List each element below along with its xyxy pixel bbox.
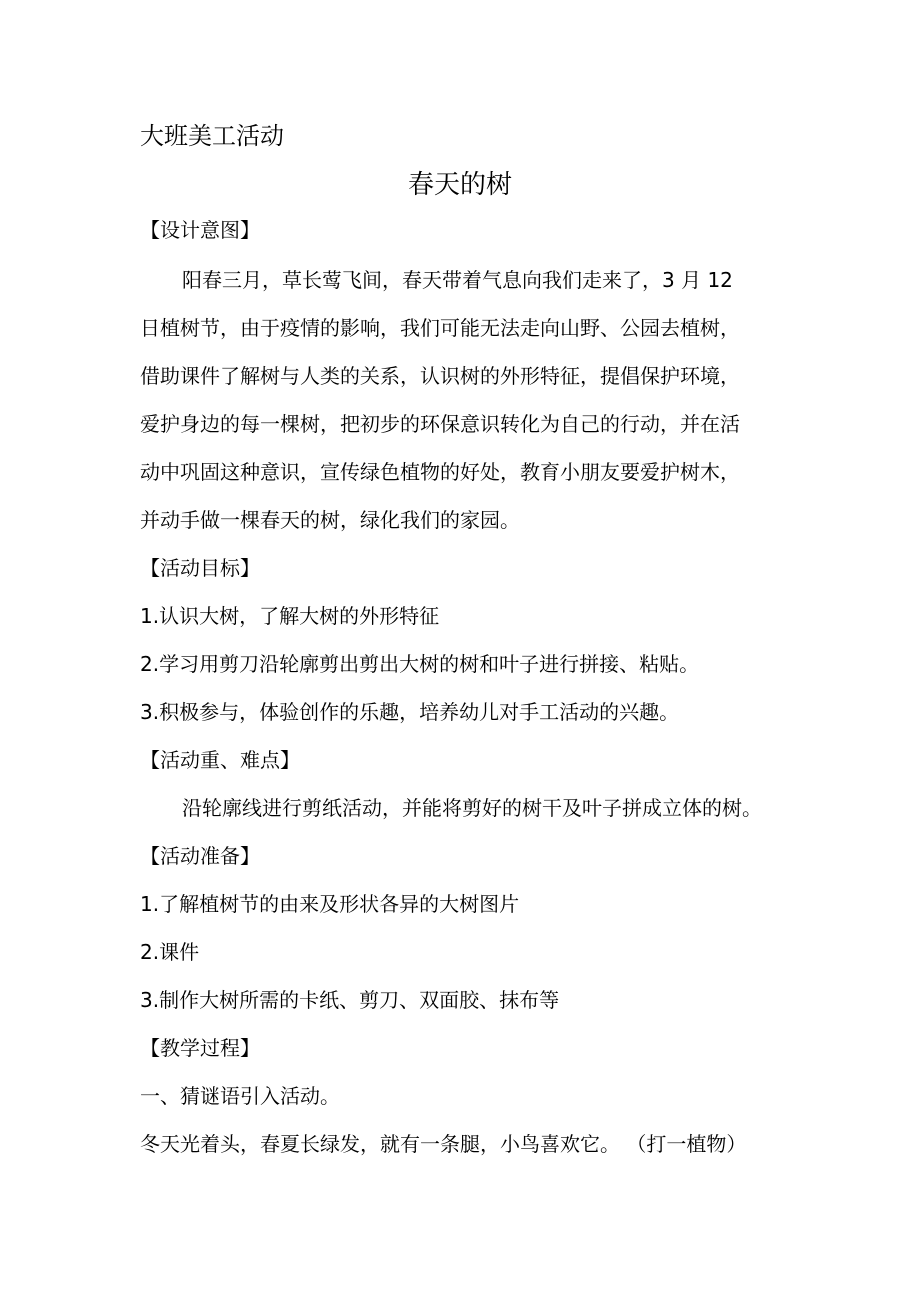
preparation-item: 3.制作大树所需的卡纸、剪刀、双面胶、抹布等	[140, 988, 560, 1012]
paragraph-line: 并动手做一棵春天的树，绿化我们的家园。	[140, 508, 520, 532]
preparation-item: 2.课件	[140, 940, 200, 964]
goal-item: 3.积极参与，体验创作的乐趣，培养幼儿对手工活动的兴趣。	[140, 700, 680, 724]
section-heading-preparation: 【活动准备】	[140, 844, 260, 868]
section-heading-process: 【教学过程】	[140, 1036, 260, 1060]
riddle-text: 冬天光着头，春夏长绿发，就有一条腿，小鸟喜欢它。 （打一植物）	[140, 1132, 747, 1156]
goal-item: 1.认识大树，了解大树的外形特征	[140, 604, 440, 628]
section-heading-goals: 【活动目标】	[140, 556, 260, 580]
paragraph-line: 借助课件了解树与人类的关系，认识树的外形特征，提倡保护环境，	[140, 364, 740, 388]
section-heading-key-points: 【活动重、难点】	[140, 748, 300, 772]
section-heading-design-intent: 【设计意图】	[140, 218, 260, 242]
paragraph-line: 爱护身边的每一棵树，把初步的环保意识转化为自己的行动，并在活	[140, 412, 740, 436]
preparation-item: 1.了解植树节的由来及形状各异的大树图片	[140, 892, 520, 916]
paragraph-line: 动中巩固这种意识，宣传绿色植物的好处，教育小朋友要爱护树木，	[140, 460, 740, 484]
document-title: 春天的树	[407, 170, 512, 200]
paragraph-line: 阳春三月，草长莺飞间，春天带着气息向我们走来了，3 月 12	[182, 268, 733, 292]
paragraph-line: 日植树节，由于疫情的影响，我们可能无法走向山野、公园去植树，	[140, 316, 740, 340]
key-points-text: 沿轮廓线进行剪纸活动，并能将剪好的树干及叶子拼成立体的树。	[182, 796, 762, 820]
process-step: 一、猜谜语引入活动。	[140, 1084, 340, 1108]
goal-item: 2.学习用剪刀沿轮廓剪出剪出大树的树和叶子进行拼接、粘贴。	[140, 652, 700, 676]
document-category: 大班美工活动	[140, 122, 284, 150]
